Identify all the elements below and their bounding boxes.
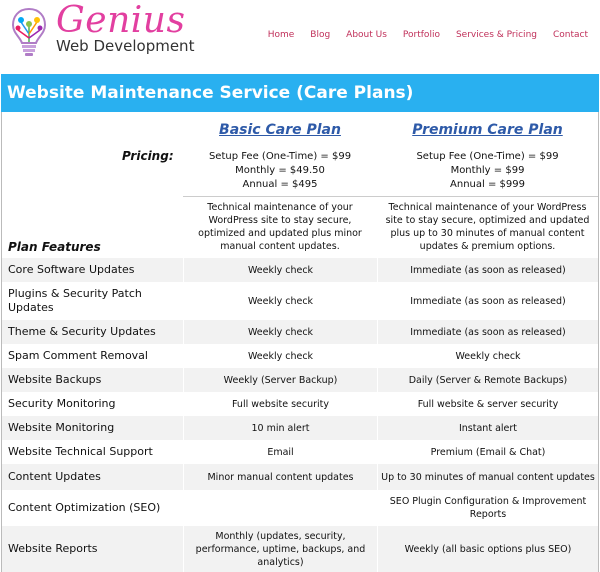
premium-value: Immediate (as soon as released) [377, 282, 598, 320]
feature-name: Security Monitoring [8, 397, 116, 410]
feature-name: Website Backups [8, 373, 102, 386]
premium-value: Immediate (as soon as released) [377, 258, 598, 282]
nav-about-link[interactable]: About Us [346, 30, 387, 40]
brand-subtitle[interactable]: Web Development [56, 37, 195, 55]
basic-value: Weekly check [183, 282, 377, 320]
nav-portfolio-link[interactable]: Portfolio [402, 30, 440, 40]
feature-name: Website Reports [8, 542, 98, 555]
feature-name: Theme & Security Updates [8, 325, 156, 338]
feature-name: Website Monitoring [8, 421, 115, 434]
table-row [2, 258, 598, 282]
basic-value: 10 min alert [183, 416, 377, 440]
feature-name: Website Technical Support [8, 445, 153, 458]
feature-name: Plugins & Security Patch Updates [8, 287, 142, 314]
basic-monthly-price: Monthly = $49.50 [235, 165, 325, 176]
nav-services-pricing-link[interactable]: Services & Pricing [455, 30, 537, 40]
premium-value: Daily (Server & Remote Backups) [377, 368, 598, 392]
basic-plan-title: Basic Care Plan [219, 122, 341, 138]
premium-plan-title: Premium Care Plan [412, 122, 563, 138]
premium-value: Premium (Email & Chat) [377, 440, 598, 464]
table-row [2, 282, 598, 320]
table-row [2, 368, 598, 392]
table-row [2, 440, 598, 464]
site-header [0, 0, 600, 72]
premium-value: Weekly (all basic options plus SEO) [377, 526, 598, 572]
premium-value: Instant alert [377, 416, 598, 440]
feature-name: Content Optimization (SEO) [8, 501, 161, 514]
nav-blog-link[interactable]: Blog [310, 30, 331, 40]
table-row [2, 320, 598, 344]
basic-value [183, 490, 377, 526]
nav-home-link[interactable]: Home [267, 30, 295, 40]
brand-name[interactable]: Genius [56, 0, 186, 41]
basic-setup-fee: Setup Fee (One-Time) = $99 [208, 151, 352, 162]
basic-value: Weekly check [183, 320, 377, 344]
basic-annual-price: Annual = $495 [242, 179, 318, 190]
premium-value: Full website & server security [377, 392, 598, 416]
basic-plan-description: Technical maintenance of your WordPress site to stay secure, optimized and updated plus minor manual content updates. [198, 202, 362, 252]
basic-value: Weekly check [183, 258, 377, 282]
care-plans-table [1, 112, 599, 572]
main-nav [268, 30, 588, 40]
table-row [2, 526, 598, 572]
premium-value: SEO Plugin Configuration & Improvement Reports [377, 490, 598, 526]
table-row [2, 464, 598, 490]
premium-value: Weekly check [377, 344, 598, 368]
pricing-divider [183, 196, 598, 197]
pricing-label: Pricing: [122, 149, 174, 163]
nav-contact-link[interactable]: Contact [552, 30, 588, 40]
table-row [2, 416, 598, 440]
basic-value: Weekly check [183, 344, 377, 368]
basic-value: Monthly (updates, security, performance, uptime, backups, and analytics) [183, 526, 377, 572]
premium-value: Up to 30 minutes of manual content updates [377, 464, 598, 490]
premium-pricing [377, 150, 598, 192]
plan-features-label: Plan Features [8, 240, 101, 254]
basic-value: Minor manual content updates [183, 464, 377, 490]
page-title: Website Maintenance Service (Care Plans) [1, 74, 599, 112]
feature-name: Content Updates [8, 470, 101, 483]
basic-value: Full website security [183, 392, 377, 416]
premium-setup-fee: Setup Fee (One-Time) = $99 [416, 151, 559, 162]
premium-annual-price: Annual = $999 [450, 179, 525, 190]
feature-name: Core Software Updates [8, 263, 135, 276]
basic-value: Weekly (Server Backup) [183, 368, 377, 392]
basic-value: Email [183, 440, 377, 464]
basic-pricing [183, 150, 377, 192]
table-row [2, 344, 598, 368]
table-row [2, 392, 598, 416]
premium-value: Immediate (as soon as released) [377, 320, 598, 344]
lightbulb-logo-icon[interactable] [10, 6, 48, 58]
table-row [2, 490, 598, 526]
premium-monthly-price: Monthly = $99 [450, 165, 525, 176]
premium-plan-description: Technical maintenance of your WordPress site to stay secure, optimized and updated plus up to 30 minutes of manual content updates & premium options. [385, 202, 590, 252]
feature-name: Spam Comment Removal [8, 349, 148, 362]
